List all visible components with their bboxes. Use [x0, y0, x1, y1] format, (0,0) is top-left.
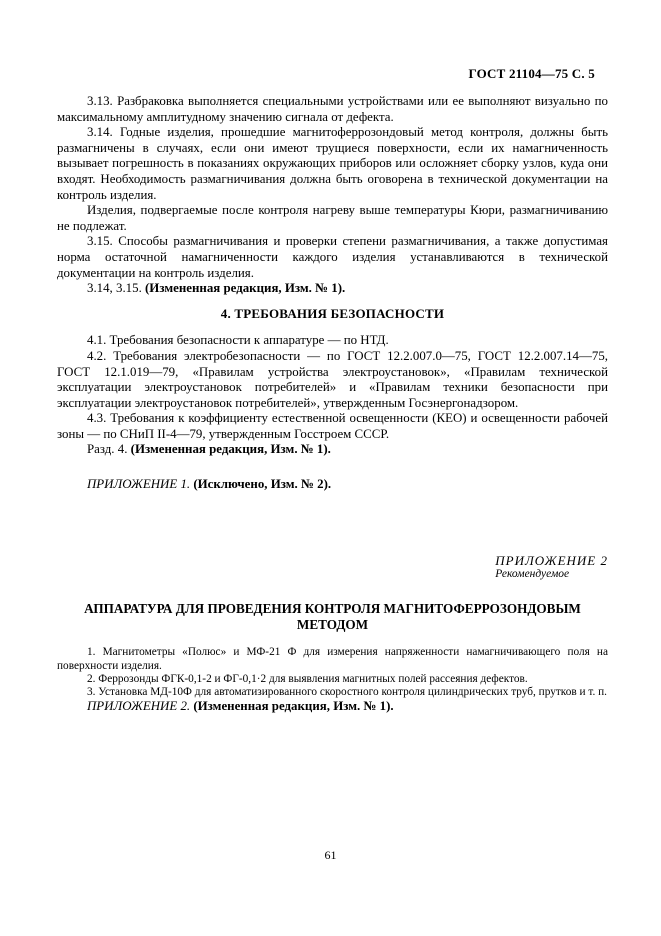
page-header-standard-number: ГОСТ 21104—75 С. 5: [468, 66, 595, 81]
paragraph-3-13: 3.13. Разбраковка выполняется специальными устройствами или ее выполняют визуально по максимальному амплитудному значению сигнала от дефекта.: [57, 94, 608, 124]
paragraph-4-2: 4.2. Требования электробезопасности — по ГОСТ 12.2.007.0—75, ГОСТ 12.2.007.14—75, ГОСТ 12.1.019—79, «Правилам устройства электроустановок», «Правилам технической эксплуатации электроустановок потребителей» и «Правилам техники безопасности при эксплуатации электроустановок потребителей», утвержденным Госэнергонадзором.: [57, 348, 608, 410]
amendment-note-annex-2: [57, 699, 608, 715]
amendment-text: (Измененная редакция, Изм. № 1).: [193, 699, 394, 714]
amendment-note-3-14-3-15: [57, 281, 608, 297]
section-4-heading: 4. ТРЕБОВАНИЯ БЕЗОПАСНОСТИ: [220, 305, 445, 321]
amendment-ref: Разд. 4.: [87, 442, 131, 457]
paragraph-3-15: 3.15. Способы размагничивания и проверки степени размагничивания, а также допустимая норма остаточной намагниченности каждого изделия устанавливаются в технической документации на контроль изделия.: [57, 234, 608, 280]
amendment-ref: 3.14, 3.15.: [87, 281, 146, 296]
annex-1-excluded-note: [57, 477, 608, 493]
page-number: 61: [324, 848, 337, 862]
annex-2-heading-block: [495, 553, 608, 582]
amendment-ref: ПРИЛОЖЕНИЕ 2.: [87, 699, 194, 714]
amendment-text: (Измененная редакция, Изм. № 1).: [130, 442, 331, 457]
list-item: 1. Магнитометры «Полюс» и МФ-21 Ф для измерения напряженности намагничивающего поля на поверхности изделия.: [57, 646, 608, 672]
paragraph-4-3: 4.3. Требования к коэффициенту естественной освещенности (КЕО) и освещенности рабочей зоны — по СНиП II-4—79, утвержденным Госстроем СССР.: [57, 411, 608, 441]
annex-2-title: АППАРАТУРА ДЛЯ ПРОВЕДЕНИЯ КОНТРОЛЯ МАГНИТОФЕРРОЗОНДОВЫМ МЕТОДОМ: [84, 601, 581, 632]
amendment-note-section-4: [57, 442, 608, 458]
annex-2-label: ПРИЛОЖЕНИЕ 2: [495, 552, 608, 568]
annex-1-label: ПРИЛОЖЕНИЕ 1.: [87, 477, 194, 492]
document-body: [57, 94, 608, 715]
paragraph-4-1: 4.1. Требования безопасности к аппаратуре — по НТД.: [87, 333, 389, 348]
annex-1-note: (Исключено, Изм. № 2).: [193, 477, 332, 492]
annex-2-equipment-list: [57, 646, 608, 699]
paragraph-3-14-note: Изделия, подвергаемые после контроля нагреву выше температуры Кюри, размагничиванию не подлежат.: [57, 203, 608, 233]
list-item: 3. Установка МД-10Ф для автоматизированного скоростного контроля цилиндрических труб, прутков и т. п.: [87, 686, 607, 699]
list-item: 2. Феррозонды ФГК-0,1-2 и ФГ-0,1·2 для выявления магнитных полей рассеяния дефектов.: [87, 672, 528, 685]
paragraph-3-14: 3.14. Годные изделия, прошедшие магнитоферрозондовый метод контроля, должны быть размагничены в случаях, если они имеют трущиеся поверхности, если их намагниченность вызывает погрешность в показаниях окружающих приборов или осложняет сборку узлов, куда они входят. Необходимость размагничивания должна быть оговорена в технической документации на контроль изделия.: [57, 125, 608, 202]
annex-2-sublabel: Рекомендуемое: [495, 568, 570, 581]
amendment-text: (Измененная редакция, Изм. № 1).: [145, 281, 346, 296]
